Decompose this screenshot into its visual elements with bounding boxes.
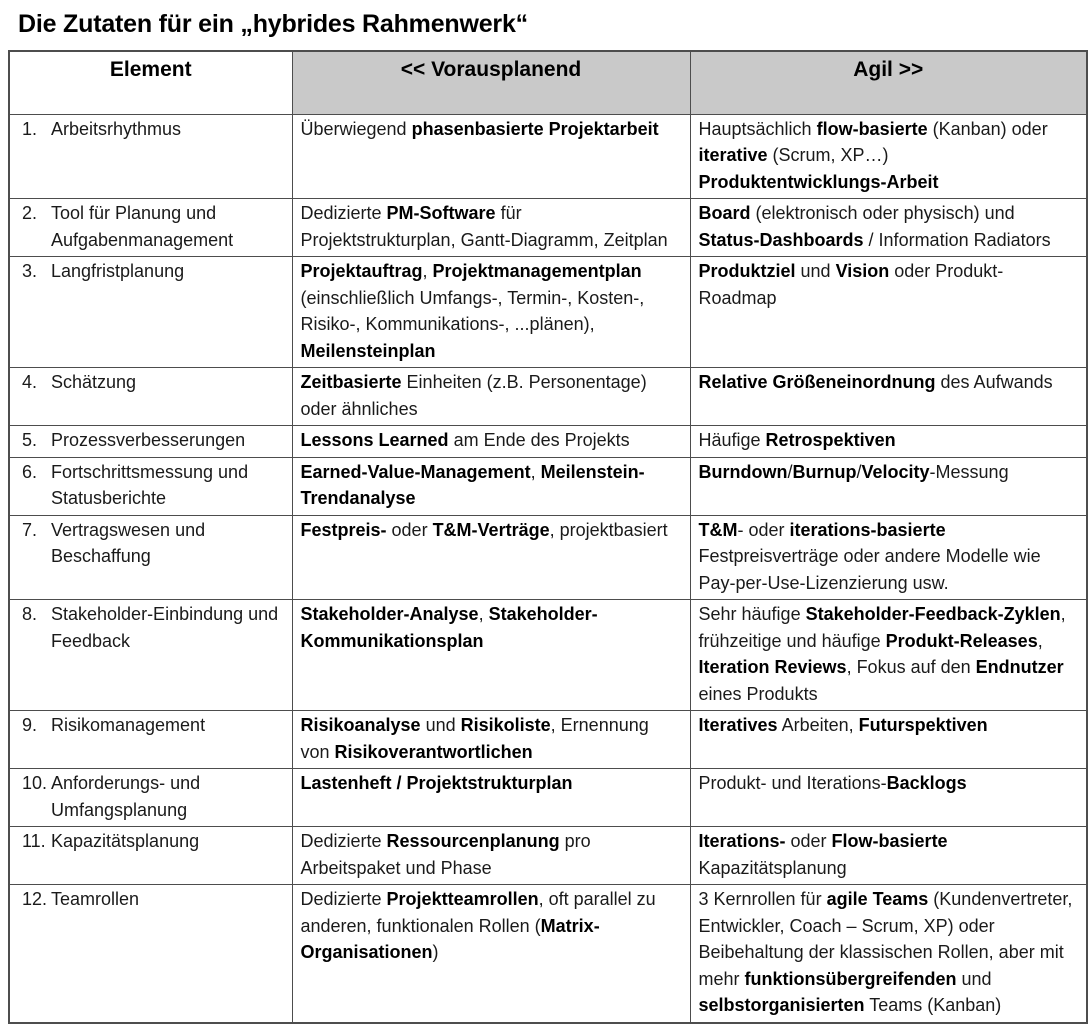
- emphasized-text: phasenbasierte Projektarbeit: [411, 118, 659, 139]
- text-segment: , oft parallel zu anderen, funktionalen Rollen (: [300, 889, 656, 936]
- row-number: 4.: [22, 372, 38, 392]
- text-segment: /: [856, 461, 862, 482]
- text-segment: ,: [478, 604, 489, 624]
- element-label: Stakeholder-Einbindung und Feedback: [51, 604, 279, 651]
- vorausplanend-cell: [292, 515, 690, 600]
- table-row: [9, 885, 1087, 1023]
- vorausplanend-cell: [292, 711, 690, 769]
- emphasized-text: Burndown: [698, 461, 788, 482]
- text-segment: Arbeiten,: [777, 715, 859, 735]
- emphasized-text: Festpreis-: [300, 519, 387, 540]
- text-segment: ,: [530, 461, 541, 482]
- text-segment: , projektbasiert: [549, 519, 668, 540]
- table-row: [9, 426, 1087, 458]
- vorausplanend-cell: [292, 368, 690, 426]
- text-segment: eines Produkts: [698, 683, 818, 704]
- text-segment: Festpreisverträge oder andere Modelle wie Pay-per-Use-Lizenzierung usw.: [698, 546, 1041, 593]
- emphasized-text: iterations-basierte: [789, 519, 946, 540]
- element-label: Teamrollen: [51, 889, 140, 909]
- table-row: [9, 827, 1087, 885]
- text-segment: /: [787, 461, 793, 482]
- text-segment: (Kanban) oder: [927, 118, 1048, 139]
- text-segment: (Kundenvertreter, Entwickler, Coach – Scrum, XP) oder Beibehaltung der klassischen Rollen, aber mit mehr: [698, 889, 1073, 989]
- element-label: Langfristplanung: [51, 261, 185, 281]
- element-label: Schätzung: [51, 372, 137, 392]
- emphasized-text: Produktentwicklungs-Arbeit: [698, 171, 939, 192]
- row-number: 11.: [22, 831, 46, 851]
- element-label: Prozessverbesserungen: [51, 430, 246, 450]
- row-number: 1.: [22, 118, 38, 139]
- agil-cell: [690, 885, 1087, 1023]
- agil-cell: [690, 711, 1087, 769]
- emphasized-text: T&M-Verträge: [432, 519, 550, 540]
- agil-cell: [690, 769, 1087, 827]
- table-row: [9, 114, 1087, 199]
- row-number: 7.: [22, 519, 38, 540]
- text-segment: 3 Kernrollen für: [698, 889, 827, 909]
- emphasized-text: Iteratives: [698, 715, 778, 735]
- vorausplanend-cell: [292, 199, 690, 257]
- text-segment: Häufige: [698, 430, 766, 450]
- text-segment: oder Produkt-Roadmap: [698, 261, 1004, 308]
- text-segment: Dedizierte: [300, 203, 387, 223]
- emphasized-text: Stakeholder-Feedback-Zyklen: [805, 604, 1061, 624]
- emphasized-text: Iterations-: [698, 831, 786, 851]
- agil-cell: [690, 515, 1087, 600]
- agil-cell: [690, 457, 1087, 515]
- row-number: 9.: [22, 715, 38, 735]
- text-segment: oder: [386, 519, 433, 540]
- vorausplanend-cell: [292, 426, 690, 458]
- hybrid-framework-table: [8, 50, 1088, 1024]
- text-segment: Teams (Kanban): [864, 995, 1002, 1015]
- agil-cell: [690, 368, 1087, 426]
- element-cell: [9, 827, 292, 885]
- text-segment: für Projektstrukturplan, Gantt-Diagramm, Zeitplan: [300, 203, 668, 250]
- text-segment: , frühzeitige und häufige: [698, 604, 1066, 651]
- row-number: 12.: [22, 889, 48, 909]
- text-segment: , Fokus auf den: [846, 657, 976, 677]
- text-segment: Kapazitätsplanung: [698, 857, 847, 878]
- text-segment: ,: [422, 261, 433, 281]
- emphasized-text: Endnutzer: [975, 657, 1064, 677]
- text-segment: pro Arbeitspaket und Phase: [300, 831, 591, 878]
- emphasized-text: Relative Größeneinordnung: [698, 372, 936, 392]
- emphasized-text: Meilensteinplan: [300, 340, 436, 361]
- table-row: [9, 199, 1087, 257]
- vorausplanend-cell: [292, 457, 690, 515]
- emphasized-text: Futurspektiven: [858, 715, 988, 735]
- row-number: 3.: [22, 261, 38, 281]
- text-segment: und: [420, 715, 461, 735]
- element-label: Anforderungs- und Umfangsplanung: [51, 773, 201, 820]
- vorausplanend-cell: [292, 769, 690, 827]
- element-cell: [9, 199, 292, 257]
- element-label: Kapazitätsplanung: [51, 831, 200, 851]
- emphasized-text: Flow-basierte: [831, 831, 948, 851]
- emphasized-text: Produkt-Releases: [885, 630, 1038, 651]
- table-header-row: [9, 51, 1087, 114]
- emphasized-text: Vision: [835, 261, 890, 281]
- emphasized-text: Produktziel: [698, 261, 796, 281]
- vorausplanend-cell: [292, 257, 690, 368]
- text-segment: Produkt- und Iterations-: [698, 773, 887, 793]
- emphasized-text: Risikoliste: [460, 715, 551, 735]
- text-segment: oder: [785, 831, 832, 851]
- emphasized-text: Risikoverantwortlichen: [334, 741, 533, 762]
- column-header-element: Element: [9, 51, 292, 114]
- table-header: [9, 51, 1087, 114]
- text-segment: ): [432, 942, 439, 962]
- emphasized-text: Burnup: [792, 461, 857, 482]
- agil-cell: [690, 114, 1087, 199]
- emphasized-text: Lessons Learned: [300, 430, 449, 450]
- element-cell: [9, 426, 292, 458]
- emphasized-text: agile Teams: [826, 889, 929, 909]
- table-row: [9, 257, 1087, 368]
- text-segment: ,: [1037, 630, 1043, 651]
- emphasized-text: Projektmanagementplan: [432, 261, 642, 281]
- element-cell: [9, 257, 292, 368]
- table-row: [9, 600, 1087, 711]
- vorausplanend-cell: [292, 827, 690, 885]
- emphasized-text: Iteration Reviews: [698, 657, 847, 677]
- agil-cell: [690, 600, 1087, 711]
- vorausplanend-cell: [292, 600, 690, 711]
- text-segment: Dedizierte: [300, 831, 387, 851]
- text-segment: Hauptsächlich: [698, 118, 817, 139]
- emphasized-text: PM-Software: [386, 203, 496, 223]
- emphasized-text: Earned-Value-Management: [300, 461, 531, 482]
- text-segment: , Ernennung von: [300, 715, 649, 762]
- vorausplanend-cell: [292, 114, 690, 199]
- document-page: [0, 10, 1092, 1024]
- text-segment: Dedizierte: [300, 889, 387, 909]
- emphasized-text: Status-Dashboards: [698, 229, 864, 250]
- text-segment: Überwiegend: [300, 118, 412, 139]
- element-cell: [9, 600, 292, 711]
- column-header-agil: Agil >>: [690, 51, 1087, 114]
- column-header-vorausplanend: << Vorausplanend: [292, 51, 690, 114]
- element-cell: [9, 515, 292, 600]
- text-segment: -Messung: [929, 461, 1009, 482]
- emphasized-text: Velocity: [861, 461, 930, 482]
- emphasized-text: Meilenstein-Trendanalyse: [300, 461, 645, 508]
- table-row: [9, 711, 1087, 769]
- agil-cell: [690, 827, 1087, 885]
- emphasized-text: Stakeholder-Kommunikationsplan: [300, 604, 598, 651]
- element-label: Fortschrittsmessung und Statusberichte: [51, 461, 249, 508]
- emphasized-text: Zeitbasierte: [300, 372, 402, 392]
- element-cell: [9, 769, 292, 827]
- element-cell: [9, 711, 292, 769]
- text-segment: (Scrum, XP…): [767, 145, 889, 165]
- text-segment: Einheiten (z.B. Personentage) oder ähnliches: [300, 372, 647, 419]
- emphasized-text: Matrix-Organisationen: [300, 915, 600, 962]
- emphasized-text: flow-basierte: [816, 118, 928, 139]
- row-number: 10.: [22, 773, 48, 793]
- text-segment: / Information Radiators: [863, 229, 1051, 250]
- agil-cell: [690, 257, 1087, 368]
- row-number: 8.: [22, 604, 38, 624]
- text-segment: - oder: [737, 519, 790, 540]
- text-segment: und: [956, 968, 992, 989]
- row-number: 6.: [22, 461, 38, 482]
- emphasized-text: funktionsübergreifenden: [744, 968, 957, 989]
- element-cell: [9, 368, 292, 426]
- emphasized-text: T&M: [698, 519, 738, 540]
- text-segment: (elektronisch oder physisch) und: [750, 203, 1015, 223]
- emphasized-text: selbstorganisierten: [698, 995, 865, 1015]
- emphasized-text: Risikoanalyse: [300, 715, 421, 735]
- emphasized-text: Backlogs: [886, 773, 967, 793]
- text-segment: Sehr häufige: [698, 604, 806, 624]
- element-cell: [9, 885, 292, 1023]
- row-number: 5.: [22, 430, 38, 450]
- emphasized-text: Ressourcenplanung: [386, 831, 560, 851]
- element-label: Risikomanagement: [51, 715, 206, 735]
- emphasized-text: Board: [698, 203, 751, 223]
- text-segment: am Ende des Projekts: [448, 430, 630, 450]
- element-label: Arbeitsrhythmus: [51, 118, 182, 139]
- table-row: [9, 515, 1087, 600]
- page-title: Die Zutaten für ein „hybrides Rahmenwerk“: [18, 10, 528, 38]
- agil-cell: [690, 199, 1087, 257]
- table-row: [9, 457, 1087, 515]
- table-row: [9, 769, 1087, 827]
- element-cell: [9, 114, 292, 199]
- agil-cell: [690, 426, 1087, 458]
- element-cell: [9, 457, 292, 515]
- emphasized-text: Stakeholder-Analyse: [300, 604, 479, 624]
- emphasized-text: Projektauftrag: [300, 261, 423, 281]
- element-label: Vertragswesen und Beschaffung: [51, 519, 206, 566]
- text-segment: und: [795, 261, 836, 281]
- text-segment: des Aufwands: [935, 372, 1053, 392]
- element-label: Tool für Planung und Aufgabenmanagement: [51, 203, 234, 250]
- emphasized-text: Lastenheft / Projektstrukturplan: [300, 773, 573, 793]
- vorausplanend-cell: [292, 885, 690, 1023]
- table-row: [9, 368, 1087, 426]
- text-segment: (einschließlich Umfangs-, Termin-, Kosten-, Risiko-, Kommunikations-, ...plänen),: [300, 287, 645, 334]
- row-number: 2.: [22, 203, 38, 223]
- emphasized-text: Projektteamrollen: [386, 889, 539, 909]
- table-body: [9, 114, 1087, 1023]
- emphasized-text: Retrospektiven: [765, 430, 896, 450]
- emphasized-text: iterative: [698, 145, 768, 165]
